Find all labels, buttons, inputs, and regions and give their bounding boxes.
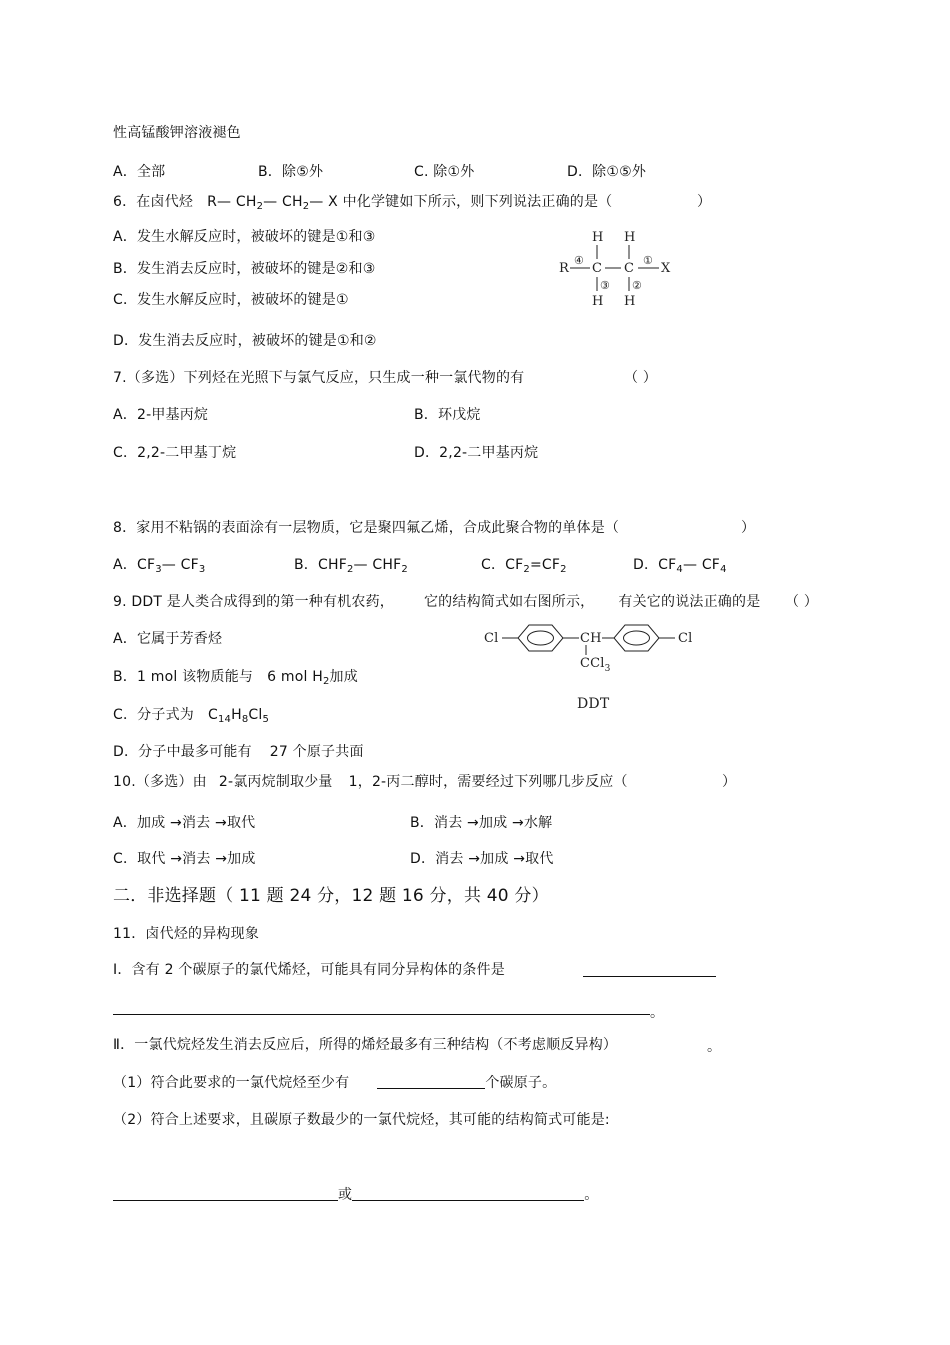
q5-option-a: A．全部 [113, 164, 166, 180]
q7-option-b: B．环戊烷 [414, 407, 481, 423]
q10-option-d: D．消去 →加成 →取代 [410, 851, 554, 867]
q9-option-c: C．分子式为 $C_{14}H_8Cl_5$ [113, 707, 270, 725]
q11-part1: Ⅰ．含有 2 个碳原子的氯代烯烃，可能具有同分异构体的条件是 [113, 962, 505, 978]
q11-sub2: （2）符合上述要求，且碳原子数最少的一氯代烷烃，其可能的结构简式可能是: [113, 1112, 610, 1128]
section-2-heading: 二．非选择题（ 11 题 24 分，12 题 16 分，共 40 分） [113, 886, 549, 906]
atom-h-bottom-left: H [592, 294, 604, 309]
q10-close-paren: ） [722, 774, 737, 790]
q10-option-c: C．取代 →消去 →加成 [113, 851, 256, 867]
q8-stem: 8．家用不粘锅的表面涂有一层物质，它是聚四氟乙烯，合成此聚合物的单体是（ [113, 520, 620, 536]
bond-diagram [555, 225, 685, 310]
q6-option-d: D．发生消去反应时，被破坏的键是①和② [113, 333, 377, 349]
q10-option-b: B．消去 →加成 →水解 [410, 815, 553, 831]
q10-option-a: A．加成 →消去 →取代 [113, 815, 256, 831]
ddt-cl-left: Cl [484, 631, 499, 646]
q11-title: 11．卤代烃的异构现象 [113, 926, 260, 942]
q11-part1-blank-1[interactable] [583, 962, 716, 977]
q9-option-b: B．1 mol 该物质能与 6 mol $H_2$加成 [113, 669, 358, 687]
q9-paren: （ ） [785, 594, 819, 610]
q11-sub2-answer-line: 或 。 [113, 1186, 598, 1204]
q8-option-d: D．$CF_4—$ $CF_4$ [633, 557, 727, 575]
q10-stem: 10.（多选）由 2-氯丙烷制取少量 1，2-丙二醇时，需要经过下列哪几步反应（ [113, 774, 628, 790]
q8-close-paren: ） [741, 520, 756, 536]
q11-sub2-blank-1[interactable] [113, 1186, 338, 1201]
q8-option-c: C．$CF_2=CF_2$ [481, 557, 567, 575]
q11-sub2-blank-2[interactable] [352, 1186, 584, 1201]
q11-part1-period: 。 [650, 1005, 665, 1021]
q6-stem: 6．在卤代烃 R— $CH_2—$ $CH_2—$ X 中化学键如下所示，则下列说法正确的是（ [113, 194, 613, 212]
benzene-ring-left [518, 625, 563, 651]
q11-part1-blank-2[interactable] [113, 1000, 650, 1015]
ddt-ch: CH [580, 631, 602, 646]
q8-option-b: B．$CHF_2—$ $CHF_2$ [294, 557, 408, 575]
atom-h-top-left: H [592, 230, 604, 245]
bond-label-2: ② [632, 279, 643, 292]
ddt-cl-right: Cl [678, 631, 693, 646]
q5-option-c: C. 除①外 [414, 164, 475, 180]
atom-h-top-right: H [624, 230, 636, 245]
q9-option-a: A．它属于芳香烃 [113, 631, 223, 647]
atom-c1: C [592, 261, 603, 276]
atom-x: X [661, 261, 671, 276]
atom-c2: C [624, 261, 635, 276]
q7-paren: （ ） [624, 370, 658, 386]
q11-sub1-blank[interactable] [377, 1074, 485, 1089]
q8-option-a: A．$CF_3—$ $CF_3$ [113, 557, 206, 575]
q11-part2: Ⅱ．一氯代烷烃发生消去反应后，所得的烯烃最多有三种结构（不考虑顺反异构） [113, 1037, 618, 1053]
q7-option-d: D．2,2-二甲基丙烷 [414, 445, 539, 461]
q5-option-b: B．除⑤外 [258, 164, 324, 180]
ddt-structure-diagram [482, 615, 702, 715]
q5-continued: 性高锰酸钾溶液褪色 [113, 125, 241, 141]
q7-stem: 7.（多选）下列烃在光照下与氯气反应，只生成一种一氯代物的有 [113, 370, 525, 386]
q6-option-b: B．发生消去反应时，被破坏的键是②和③ [113, 261, 376, 277]
q6-option-a: A．发生水解反应时，被破坏的键是①和③ [113, 229, 376, 245]
bond-label-3: ③ [600, 279, 611, 292]
bond-label-1: ① [643, 254, 654, 267]
ddt-ccl3: CCl$_3$ [580, 656, 611, 674]
q9-option-d: D．分子中最多可能有 27 个原子共面 [113, 744, 364, 760]
q11-part2-period: 。 [707, 1039, 722, 1055]
q6-close-paren: ） [697, 194, 712, 210]
q7-option-c: C．2,2-二甲基丁烷 [113, 445, 237, 461]
atom-r: R [559, 261, 569, 276]
atom-h-bottom-right: H [624, 294, 636, 309]
benzene-ring-right [614, 625, 659, 651]
bond-label-4: ④ [574, 254, 585, 267]
ddt-caption: DDT [577, 696, 610, 712]
q11-sub1: （1）符合此要求的一氯代烷烃至少有 个碳原子。 [113, 1075, 557, 1091]
q6-option-c: C．发生水解反应时，被破坏的键是① [113, 292, 349, 308]
q9-stem: 9. DDT 是人类合成得到的第一种有机农药， 它的结构简式如右图所示， 有关它的说法正确的是 [113, 594, 761, 610]
q5-option-d: D．除①⑤外 [567, 164, 647, 180]
q7-option-a: A．2-甲基丙烷 [113, 407, 209, 423]
